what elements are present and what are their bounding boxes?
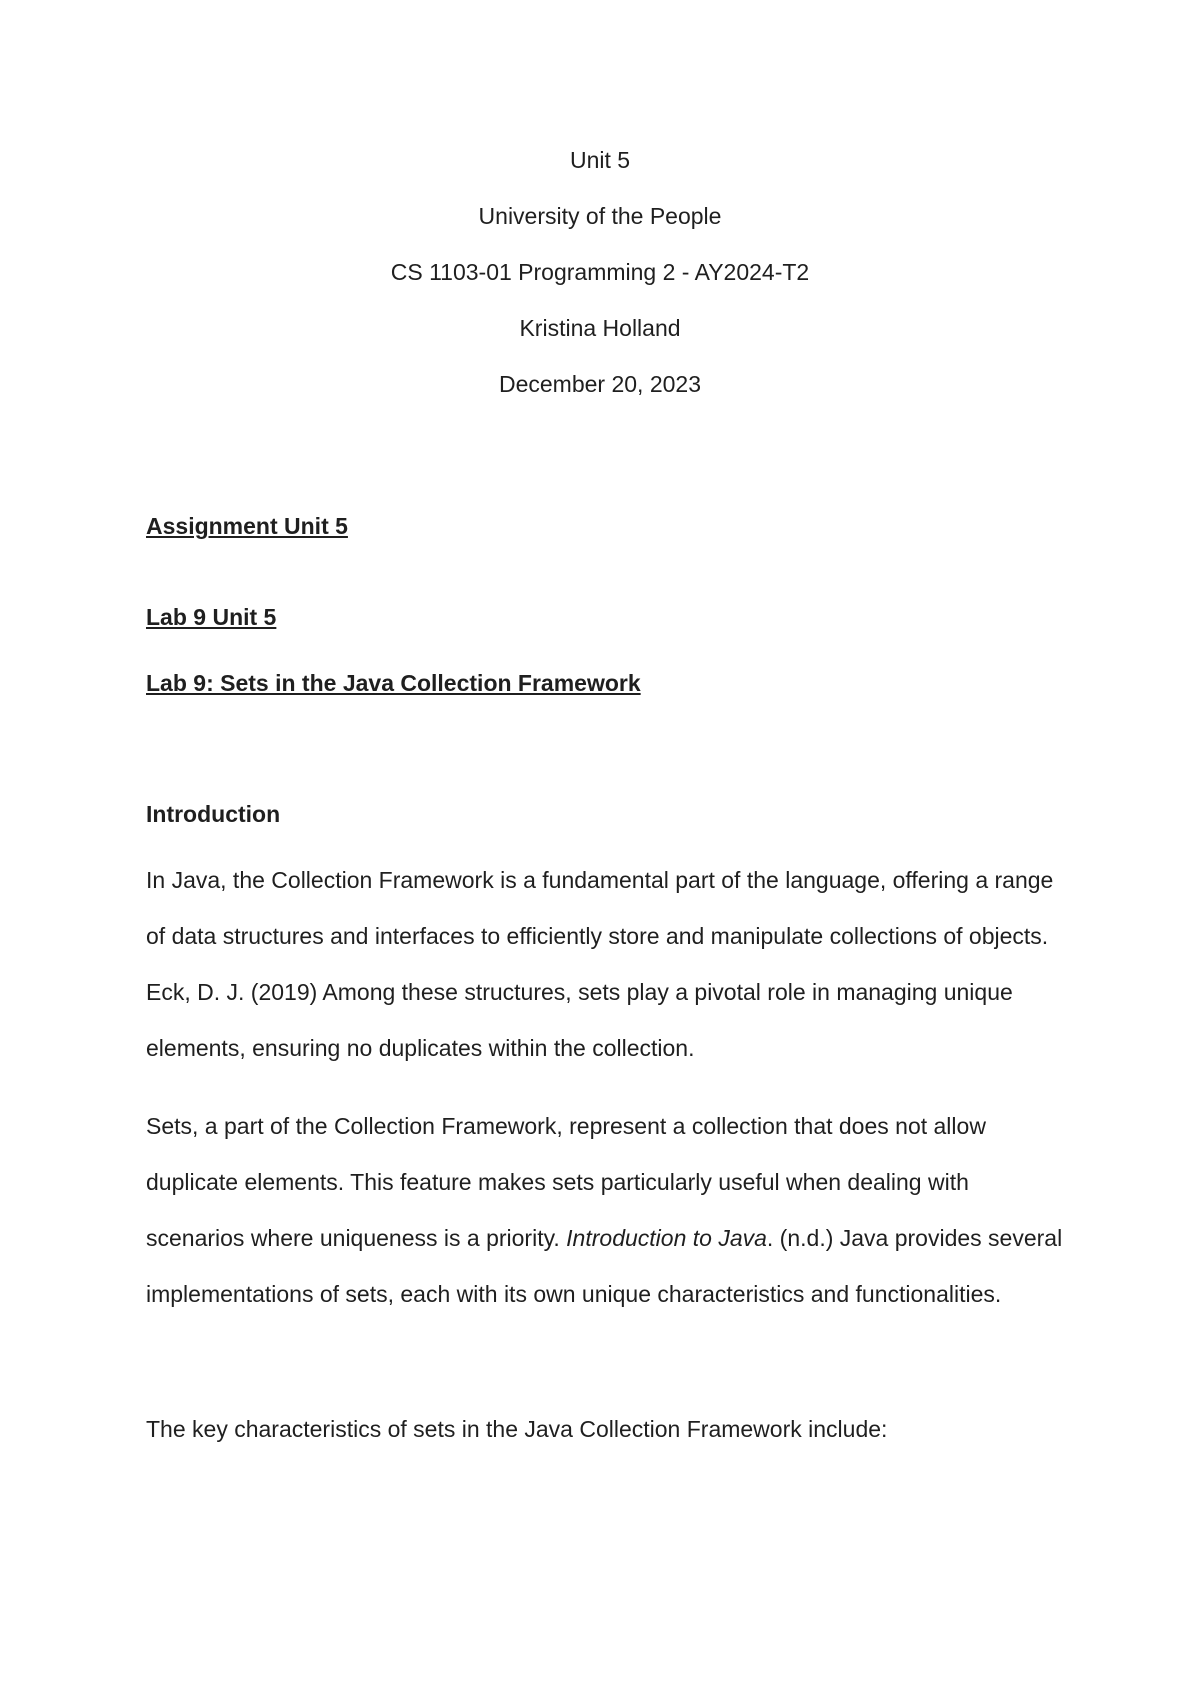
paragraph-2	[146, 1098, 1066, 1322]
heading-lab-title-block	[146, 669, 1066, 697]
paragraph-3: The key characteristics of sets in the Java Collection Framework include:	[146, 1416, 888, 1442]
paragraph-1-block	[146, 852, 1066, 1076]
title-date: December 20, 2023	[498, 371, 701, 397]
title-course: CS 1103-01 Programming 2 - AY2024-T2	[390, 259, 810, 285]
paragraph-2-italic-reference: Introduction to Java	[566, 1225, 767, 1251]
heading-introduction-block	[146, 800, 1066, 828]
paragraph-2-text-a: Sets, a part of the Collection Framework, represent a collection that does not allow duplicate elements. This feature makes sets particularly useful when dealing with scenarios where uniqueness is a priority.	[146, 1113, 986, 1251]
paragraph-1: In Java, the Collection Framework is a fundamental part of the language, offering a range of data structures and interfaces to efficiently store and manipulate collections of objects. Eck, D. J. (2019) Among these structures, sets play a pivotal role in managing unique elements, ensuring no duplicates within the collection.	[146, 867, 1054, 1061]
title-block	[0, 146, 1200, 426]
paragraph-2-text-b: . (n.d.) Java provides several implementations of sets, each with its own unique characteristics and functionalities.	[146, 1225, 1063, 1307]
title-university: University of the People	[478, 203, 722, 229]
heading-lab-unit: Lab 9 Unit 5	[146, 604, 277, 630]
title-author: Kristina Holland	[519, 315, 681, 341]
paragraph-3-block	[146, 1401, 1066, 1457]
heading-assignment-block	[146, 512, 1066, 540]
heading-lab-title: Lab 9: Sets in the Java Collection Framework	[146, 670, 641, 696]
title-unit: Unit 5	[569, 147, 631, 173]
heading-introduction: Introduction	[146, 801, 281, 827]
paragraph-2-block	[146, 1098, 1066, 1322]
heading-assignment: Assignment Unit 5	[146, 513, 348, 539]
heading-lab-unit-block	[146, 603, 1066, 631]
